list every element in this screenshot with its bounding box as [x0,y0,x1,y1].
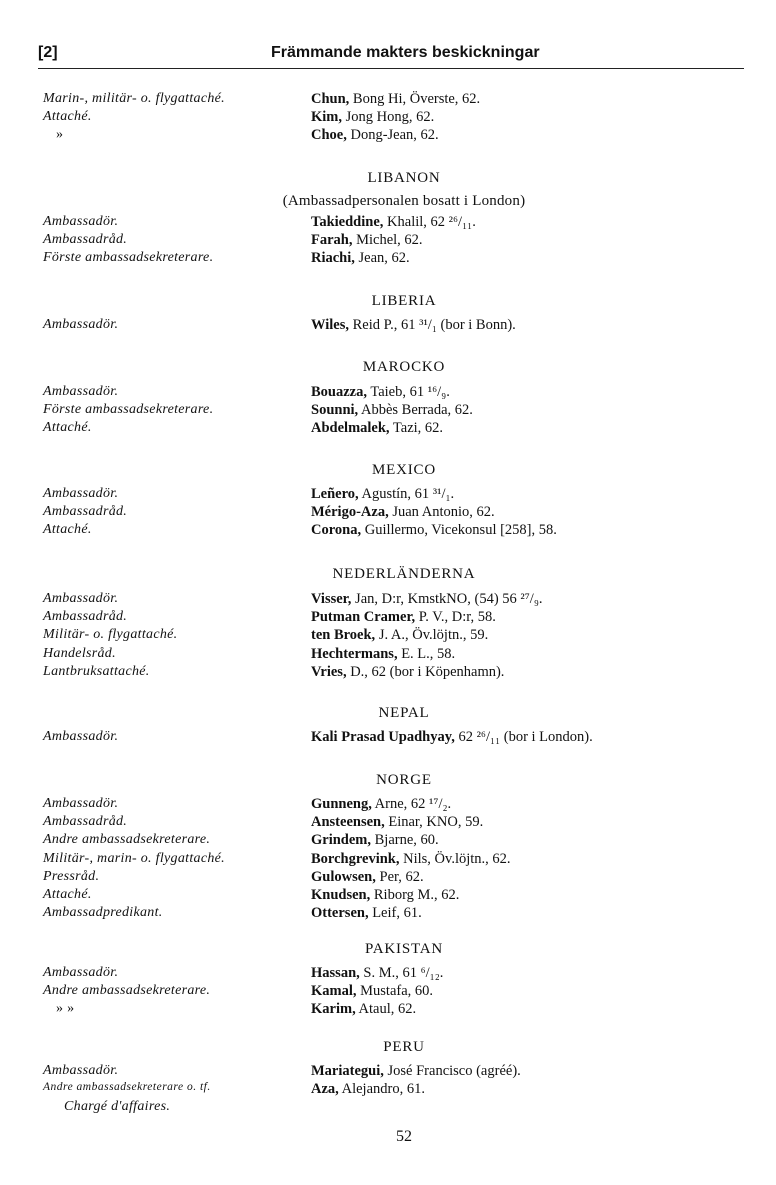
staff-person [311,1081,425,1098]
staff-role: Attaché. [43,887,92,902]
staff-surname: Knudsen, [311,887,371,903]
staff-entry [0,664,776,682]
staff-surname: Mérigo-Aza, [311,504,389,521]
staff-role: Ambassadör. [43,486,119,501]
staff-details: Per, 62. [375,868,424,885]
staff-surname: ten Broek, [311,627,376,644]
country-heading: MAROCKO [362,359,446,375]
country-heading: NORGE [376,772,432,788]
staff-entry [0,646,776,664]
country-heading: NEDERLÄNDERNA [332,566,476,582]
staff-entry [0,214,776,232]
staff-details: Reid P., 61 ³¹/₁ (bor i Bonn). [349,317,516,333]
staff-surname: Bouazza, [311,384,367,400]
staff-entry [0,905,776,923]
staff-role: Militär- o. flygattaché. [43,627,178,643]
staff-details: Mustafa, 60. [356,983,434,1000]
staff-surname: Kamal, [311,983,357,1000]
staff-surname: Sounni, [311,402,359,419]
staff-entry [0,504,776,522]
country-heading: MEXICO [372,462,436,478]
staff-details: 62 ²⁶/₁₁ (bor i London). [454,729,593,745]
staff-person [311,1001,416,1018]
staff-details: José Francisco (agréé). [383,1063,521,1079]
page-number: 52 [396,1128,412,1145]
staff-entry [0,814,776,832]
country-subtitle: (Ambassadpersonalen bosatt i London) [282,193,526,209]
staff-role: Attaché. [43,109,92,125]
staff-details: Nils, Öv.löjtn., 62. [399,850,511,867]
staff-entry [0,887,776,905]
staff-person [311,627,488,644]
staff-person [311,127,439,144]
staff-details: Dong-Jean, 62. [346,127,439,144]
staff-person [311,983,433,1000]
section-number: [2] [38,44,58,61]
staff-entry [0,1099,776,1117]
staff-person [311,965,443,982]
staff-role: Andre ambassadsekreterare. [43,832,211,848]
country-heading: LIBERIA [371,293,437,309]
country-heading: LIBANON [367,170,441,186]
staff-person [311,214,476,231]
staff-entry [0,127,776,145]
staff-person [311,729,593,746]
staff-role: » » [56,1001,75,1017]
staff-entry [0,965,776,983]
staff-entry [0,591,776,609]
staff-details: Riborg M., 62. [370,887,460,903]
staff-role: Handelsråd. [43,645,116,661]
staff-surname: Corona, [311,522,362,539]
staff-details: Leif, 61. [368,905,422,922]
staff-details: Ataul, 62. [355,1001,417,1018]
staff-person [311,664,504,681]
staff-details: Tazi, 62. [389,420,444,437]
staff-details: J. A., Öv.löjtn., 59. [375,627,489,644]
staff-surname: Choe, [311,127,347,144]
staff-surname: Visser, [311,591,352,607]
staff-details: S. M., 61 ⁶/₁₂. [359,965,444,981]
staff-person [311,486,454,503]
staff-details: Arne, 62 ¹⁷/₂. [371,796,452,812]
staff-surname: Leñero, [311,486,359,502]
staff-role: Ambassadråd. [43,814,128,830]
staff-details: Taieb, 61 ¹⁶/₉. [366,384,450,400]
staff-details: Michel, 62. [352,232,423,249]
staff-entry [0,627,776,645]
staff-person [311,402,473,419]
staff-person [311,250,410,267]
staff-details: E. L., 58. [397,645,456,662]
staff-surname: Takieddine, [311,214,384,230]
staff-role: Ambassadör. [43,965,119,980]
staff-surname: Karim, [311,1001,356,1018]
staff-person [311,869,424,886]
staff-role: Pressråd. [43,868,100,884]
staff-entry [0,729,776,747]
staff-person [311,646,455,663]
staff-person [311,887,459,904]
staff-role: Attaché. [43,420,92,436]
country-heading: NEPAL [378,705,430,721]
staff-details: Guillermo, Vicekonsul [258], 58. [361,522,557,539]
staff-role: Ambassadör. [43,384,119,399]
staff-surname: Borchgrevink, [311,850,400,867]
staff-entry [0,109,776,127]
staff-surname: Grindem, [311,832,372,849]
staff-surname: Hechtermans, [311,645,398,662]
staff-role: Ambassadpredikant. [43,905,163,921]
staff-role: Militär-, marin- o. flygattaché. [43,850,225,866]
staff-entry [0,1001,776,1019]
staff-person [311,591,543,608]
staff-details: Einar, KNO, 59. [384,814,484,831]
staff-details: Juan Antonio, 62. [388,504,495,521]
staff-entry [0,91,776,109]
staff-entry [0,851,776,869]
staff-surname: Hassan, [311,965,360,981]
staff-details: Khalil, 62 ²⁶/₁₁. [383,214,476,230]
staff-entry [0,832,776,850]
staff-role: Chargé d'affaires. [64,1099,171,1115]
staff-details: D., 62 (bor i Köpenhamn). [346,663,505,680]
staff-role: Marin-, militär- o. flygattaché. [43,91,225,106]
staff-details: Jan, D:r, KmstkNO, (54) 56 ²⁷/₉. [351,591,543,607]
staff-surname: Gunneng, [311,796,372,812]
staff-surname: Aza, [311,1081,339,1098]
staff-person [311,420,443,437]
staff-entry [0,869,776,887]
staff-surname: Abdelmalek, [311,420,390,437]
staff-role: » [56,127,64,143]
staff-person [311,91,480,108]
staff-surname: Kali Prasad Upadhyay, [311,729,455,745]
staff-entry [0,232,776,250]
staff-entry [0,402,776,420]
staff-role: Ambassadör. [43,591,119,606]
staff-entry [0,384,776,402]
staff-entry [0,522,776,540]
staff-role: Ambassadör. [43,1063,119,1078]
staff-entry [0,486,776,504]
staff-entry [0,1081,776,1099]
staff-role: Ambassadör. [43,317,119,332]
staff-person [311,504,495,521]
staff-details: Bong Hi, Överste, 62. [349,91,481,107]
staff-details: Jean, 62. [354,250,410,267]
page-title: Främmande makters beskickningar [271,44,540,61]
staff-person [311,522,557,539]
staff-surname: Chun, [311,91,350,107]
staff-details: Agustín, 61 ³¹/₁. [358,486,455,502]
staff-surname: Wiles, [311,317,349,333]
staff-person [311,609,496,626]
staff-person [311,1063,521,1080]
staff-person [311,384,450,401]
staff-role: Andre ambassadsekreterare. [43,983,211,999]
staff-role: Ambassadör. [43,729,119,744]
staff-role: Förste ambassadsekreterare. [43,402,214,418]
staff-role: Förste ambassadsekreterare. [43,250,214,266]
staff-person [311,851,511,868]
staff-person [311,832,439,849]
staff-surname: Vries, [311,663,347,680]
staff-surname: Ottersen, [311,905,369,922]
staff-surname: Ansteensen, [311,814,385,831]
staff-surname: Gulowsen, [311,868,376,885]
staff-entry [0,250,776,268]
country-heading: PAKISTAN [365,941,443,957]
staff-surname: Kim, [311,109,343,126]
staff-details: P. V., D:r, 58. [415,609,496,626]
staff-details: Bjarne, 60. [371,832,439,849]
staff-role: Andre ambassadsekreterare o. tf. [43,1081,211,1094]
staff-role: Ambassadråd. [43,232,128,248]
staff-person [311,796,451,813]
staff-person [311,109,434,126]
staff-surname: Mariategui, [311,1063,384,1079]
staff-details: Alejandro, 61. [338,1081,425,1098]
staff-entry [0,1063,776,1081]
staff-role: Ambassadör. [43,214,119,229]
staff-entry [0,796,776,814]
staff-surname: Putman Cramer, [311,609,416,626]
staff-entry [0,317,776,335]
staff-person [311,317,516,334]
staff-entry [0,983,776,1001]
staff-role: Attaché. [43,522,92,538]
staff-person [311,814,483,831]
staff-role: Lantbruksattaché. [43,663,150,679]
staff-surname: Riachi, [311,250,355,267]
staff-role: Ambassadör. [43,796,119,811]
staff-entry [0,609,776,627]
country-heading: PERU [383,1039,425,1055]
staff-details: Abbès Berrada, 62. [358,402,473,419]
staff-person [311,905,422,922]
staff-person [311,232,423,249]
staff-role: Ambassadråd. [43,504,128,520]
staff-surname: Farah, [311,232,353,249]
page-header [38,44,744,69]
staff-entry [0,420,776,438]
staff-details: Jong Hong, 62. [342,109,435,126]
staff-role: Ambassadråd. [43,609,128,625]
